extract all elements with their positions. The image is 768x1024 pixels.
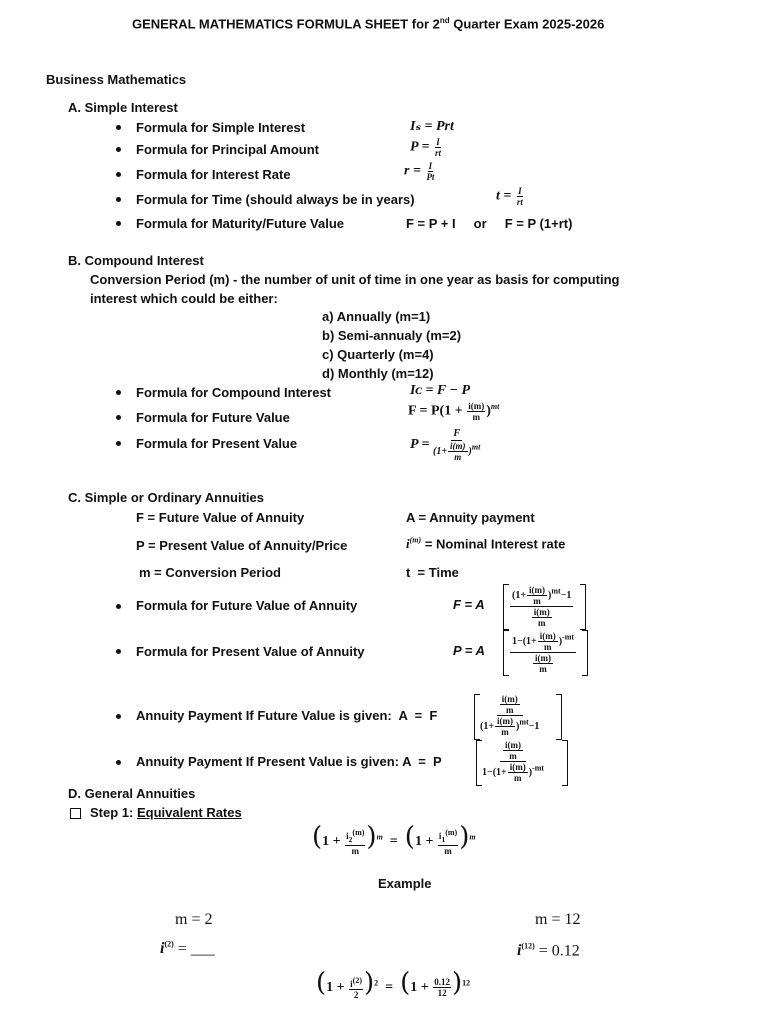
label-principal: Formula for Principal Amount: [136, 142, 319, 157]
payment-fv-fraction: $\frac{i(m)}{m}$ (1+ $\frac{i(m)}{m}$ )$^{mt}$−1: [480, 694, 540, 737]
bracket-right: [582, 630, 588, 676]
def-nominal-rate: $i^{(m)}$ = Nominal Interest rate: [406, 536, 566, 552]
formula-interest-rate: r = $\frac{I}{Pt}$: [404, 161, 435, 182]
formula-present-value: P = F (1+ $\frac{i(m)}{m}$ )$^{mt}$: [410, 428, 481, 462]
example-equation: (1 + $\frac{i^{(2)}}{2}$ )$^2$ = (1 + $\frac{0.12}{12}$ )$^{12}$: [316, 968, 471, 1000]
def-annuity-payment: A = Annuity payment: [406, 510, 535, 525]
checkbox-icon: [70, 808, 81, 819]
example-i-right: $i^{(12)} = 0.12$: [517, 942, 580, 960]
bullet-icon: [116, 604, 121, 609]
option-annually: a) Annually (m=1): [322, 309, 431, 324]
label-payment-fv: Annuity Payment If Future Value is given: A = F: [136, 708, 438, 723]
formula-maturity: F = P + I or F = P (1+rt): [406, 216, 573, 231]
option-semi-annually: b) Semi-annualy (m=2): [322, 328, 462, 343]
payment-pv-fraction: $\frac{i(m)}{m}$ 1−(1+ $\frac{i(m)}{m}$ )$^{-mt}$: [482, 740, 545, 783]
conversion-desc-1: Conversion Period (m) - the number of unit of time in one year as basis for computing: [90, 272, 620, 287]
section-heading: Business Mathematics: [46, 72, 187, 87]
bracket-right: [562, 740, 568, 786]
heading-annuities: C. Simple or Ordinary Annuities: [68, 490, 264, 505]
label-simple-interest: Formula for Simple Interest: [136, 120, 306, 135]
bracket-left: [503, 584, 509, 630]
bullet-icon: [116, 197, 121, 202]
formula-time: t = $\frac{I}{rt}$: [496, 186, 523, 207]
example-i-left: $i^{(2)}$ = ___: [160, 940, 215, 958]
heading-compound-interest: B. Compound Interest: [68, 253, 204, 268]
option-monthly: d) Monthly (m=12): [322, 366, 434, 381]
example-m-left: m = 2: [175, 911, 213, 928]
example-m-right: m = 12: [535, 911, 581, 928]
bullet-icon: [116, 125, 121, 130]
label-maturity: Formula for Maturity/Future Value: [136, 216, 345, 231]
formula-principal: P = $\frac{I}{rt}$: [410, 137, 442, 158]
bullet-icon: [116, 390, 121, 395]
equivalent-rates-equation: (1 + $\frac{i_2^{(m)}}{m}$ )$^m$ = (1 + $\frac{i_1^{(m)}}{m}$ )$^m$: [312, 822, 476, 856]
heading-simple-interest: A. Simple Interest: [68, 100, 178, 115]
bullet-icon: [116, 147, 121, 152]
conversion-desc-2: interest which could be either:: [90, 291, 278, 306]
formula-fv-annuity-lhs: F = A: [453, 597, 485, 612]
formula-future-value: F = P(1 + $\frac{i(m)}{m}$ )$^{mt}$: [408, 401, 500, 422]
formula-pv-annuity-lhs: P = A: [453, 643, 485, 658]
def-future-value: F = Future Value of Annuity: [136, 510, 305, 525]
label-future-value: Formula for Future Value: [136, 410, 290, 425]
bullet-icon: [116, 415, 121, 420]
bullet-icon: [116, 649, 121, 654]
bullet-icon: [116, 760, 121, 765]
def-time: t = Time: [406, 565, 459, 580]
label-time: Formula for Time (should always be in years): [136, 192, 415, 207]
formula-compound-interest: Iᴄ = F − P: [410, 383, 471, 398]
bullet-icon: [116, 172, 121, 177]
heading-general-annuities: D. General Annuities: [68, 786, 196, 801]
bullet-icon: [116, 221, 121, 226]
label-payment-pv: Annuity Payment If Present Value is given: A = P: [136, 754, 442, 769]
bullet-icon: [116, 441, 121, 446]
bracket-right: [556, 694, 562, 740]
label-pv-annuity: Formula for Present Value of Annuity: [136, 644, 365, 659]
pv-annuity-fraction: 1−(1+ $\frac{i(m)}{m}$ )$^{-mt}$ $\frac{i(m)}{m}$: [512, 631, 575, 674]
example-label: Example: [378, 876, 432, 891]
step-1: Step 1: Equivalent Rates: [90, 805, 242, 820]
def-present-value: P = Present Value of Annuity/Price: [136, 538, 348, 553]
label-present-value: Formula for Present Value: [136, 436, 298, 451]
label-interest-rate: Formula for Interest Rate: [136, 167, 291, 182]
fv-annuity-fraction: (1+ $\frac{i(m)}{m}$ )$^{mt}$−1 $\frac{i(m)}{m}$: [512, 585, 572, 628]
page-title: GENERAL MATHEMATICS FORMULA SHEET for 2nd Quarter Exam 2025-2026: [132, 16, 605, 32]
formula-simple-interest: Iₛ = Prt: [410, 119, 454, 134]
bullet-icon: [116, 714, 121, 719]
def-conversion-period: m = Conversion Period: [139, 565, 281, 580]
label-compound-interest: Formula for Compound Interest: [136, 385, 331, 400]
option-quarterly: c) Quarterly (m=4): [322, 347, 434, 362]
bracket-right: [580, 584, 586, 630]
label-fv-annuity: Formula for Future Value of Annuity: [136, 598, 358, 613]
bracket-left: [503, 630, 509, 676]
